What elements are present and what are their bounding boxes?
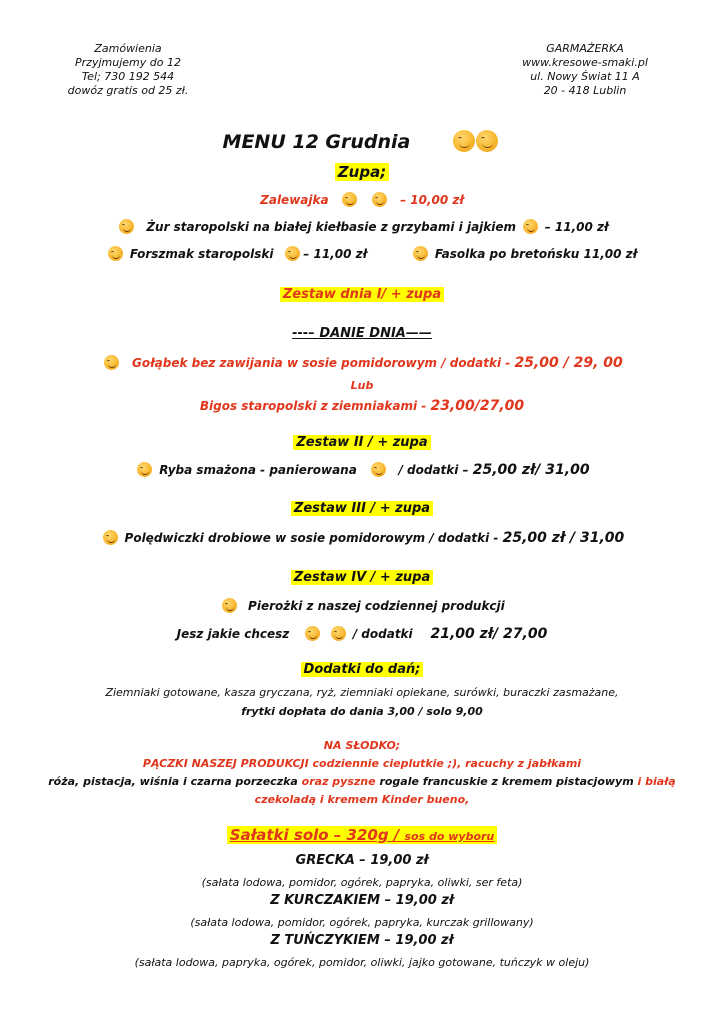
salatka-grecka-desc: (sałata lodowa, pomidor, ogórek, papryka, oliwki, ser feta) (201, 876, 523, 889)
lub-text: Lub (350, 379, 374, 392)
lub-row (0, 379, 724, 392)
fasolka-name: Fasolka po bretońsku 11,00 zł (434, 247, 638, 261)
wink-emoji-icon (103, 530, 118, 545)
menu-title: MENU 12 Grudnia (222, 131, 411, 153)
ryba-name: Ryba smażona - panierowana (159, 463, 357, 477)
zestaw3-heading-row (0, 501, 724, 516)
bigos-name: Bigos staropolski z ziemniakami - (199, 399, 431, 413)
salatki-heading-main: Sałatki solo – 320g / (229, 826, 405, 844)
ryba-price: 25,00 zł/ 31,00 (472, 462, 590, 478)
slodko-rogale: rogale francuskie z kremem pistacjowym (379, 775, 634, 788)
jesz-row (0, 626, 724, 642)
zur-name: Żur staropolski na białej kiełbasie z grzybami i jajkiem (146, 220, 517, 234)
dodatki-heading: Dodatki do dań; (301, 662, 424, 677)
zestaw2-heading: Zestaw II / + zupa (293, 435, 430, 450)
wink-emoji-icon (331, 626, 346, 641)
golabek-row (0, 355, 724, 371)
order-line: Zamówienia (94, 42, 162, 55)
forszmak-price: – 11,00 zł (303, 247, 368, 261)
zestaw2-heading-row (0, 435, 724, 450)
phone-line: Tel; 730 192 544 (81, 70, 175, 83)
dodatki-line2: frytki dopłata do dania 3,00 / solo 9,00 (241, 705, 483, 718)
wink-emoji-icon (476, 130, 498, 152)
wink-emoji-icon (453, 130, 475, 152)
wink-emoji-icon (108, 246, 123, 261)
golabek-name: Gołąbek bez zawijania w sosie pomidorowym / dodatki - (132, 356, 515, 370)
slodko-connector: oraz pyszne (301, 775, 380, 788)
zur-price: – 11,00 zł (544, 220, 609, 234)
slodko-heading: NA SŁODKO; (323, 739, 401, 752)
zur-row (0, 219, 724, 234)
zestaw1-heading: Zestaw dnia I/ + zupa (280, 287, 444, 302)
zestaw3-heading: Zestaw III / + zupa (291, 501, 433, 516)
wink-emoji-icon (222, 598, 237, 613)
menu-title-row (0, 130, 724, 153)
poledwiczki-name: Polędwiczki drobiowe w sosie pomidorowym / dodatki - (124, 531, 503, 545)
salatka-kurczak-desc: (sałata lodowa, pomidor, ogórek, papryka, kurczak grillowany) (190, 916, 534, 929)
pierozki-row (0, 598, 724, 613)
shop-city: 20 - 418 Lublin (543, 84, 627, 97)
danie-dnia-row (0, 326, 724, 341)
slodko-flavours: róża, pistacja, wiśnia i czarna porzeczka (48, 775, 302, 788)
wink-emoji-icon (342, 192, 357, 207)
slodko-line3: czekoladą i kremem Kinder bueno, (254, 793, 470, 806)
golabek-price: 25,00 / 29, 00 (514, 355, 623, 371)
shop-info (500, 42, 670, 98)
pierozki-name: Pierożki z naszej codziennej produkcji (248, 599, 505, 613)
jesz-rest: / dodatki (352, 627, 413, 641)
zestaw4-heading-row (0, 570, 724, 585)
order-line: Przyjmujemy do 12 (75, 56, 181, 69)
wink-emoji-icon (523, 219, 538, 234)
bigos-row (0, 398, 724, 414)
dodatki-heading-row (0, 662, 724, 677)
danie-dnia-heading: ---– DANIE DNIA—— (292, 326, 432, 341)
zalewajka-price: – 10,00 zł (400, 193, 464, 207)
wink-emoji-icon (119, 219, 134, 234)
slodko-line2 (0, 775, 724, 788)
ryba-row (0, 462, 724, 478)
forszmak-name: Forszmak staropolski (129, 247, 274, 261)
slodko-biala: i białą (633, 775, 676, 788)
wink-emoji-icon (285, 246, 300, 261)
salatka-kurczak: Z KURCZAKIEM – 19,00 zł (270, 893, 454, 908)
salatki-heading-row (0, 826, 724, 844)
fasolka-item (410, 246, 637, 261)
wink-emoji-icon (104, 355, 119, 370)
poledwiczki-price: 25,00 zł / 31,00 (502, 530, 625, 546)
shop-address: ul. Nowy Świat 11 A (530, 70, 640, 83)
salatka-tunczyk: Z TUŃCZYKIEM – 19,00 zł (270, 933, 454, 948)
jesz-name: Jesz jakie chcesz (176, 627, 290, 641)
order-info (48, 42, 208, 98)
delivery-line: dowóz gratis od 25 zł. (67, 84, 189, 97)
zestaw1-heading-row (0, 287, 724, 302)
zupa-heading-row (0, 163, 724, 181)
wink-emoji-icon (305, 626, 320, 641)
zalewajka-row (0, 192, 724, 207)
salatka-grecka: GRECKA – 19,00 zł (295, 853, 429, 868)
salatka-tunczyk-desc: (sałata lodowa, papryka, ogórek, pomidor, oliwki, jajko gotowane, tuńczyk w oleju) (134, 956, 590, 969)
wink-emoji-icon (413, 246, 428, 261)
bigos-price: 23,00/27,00 (430, 398, 525, 414)
dodatki-line1: Ziemniaki gotowane, kasza gryczana, ryż, ziemniaki opiekane, surówki, buraczki zasmażane, (105, 686, 619, 699)
wink-emoji-icon (371, 462, 386, 477)
wink-emoji-icon (372, 192, 387, 207)
salatki-heading-sos: sos do wyboru (404, 830, 495, 843)
shop-website: www.kresowe-smaki.pl (522, 56, 648, 69)
ryba-rest: / dodatki – (398, 463, 473, 477)
zalewajka-name: Zalewajka (260, 193, 329, 207)
zestaw4-heading: Zestaw IV / + zupa (291, 570, 434, 585)
salatki-heading (227, 826, 498, 844)
zupa-heading: Zupa; (335, 163, 389, 181)
wink-emoji-icon (137, 462, 152, 477)
forszmak-item (105, 246, 367, 261)
shop-name: GARMAŻERKA (546, 42, 624, 55)
slodko-line1: PĄCZKI NASZEJ PRODUKCJI codziennie cieplutkie ;), racuchy z jabłkami (142, 757, 582, 770)
poledwiczki-row (0, 530, 724, 546)
jesz-price: 21,00 zł/ 27,00 (430, 626, 548, 642)
